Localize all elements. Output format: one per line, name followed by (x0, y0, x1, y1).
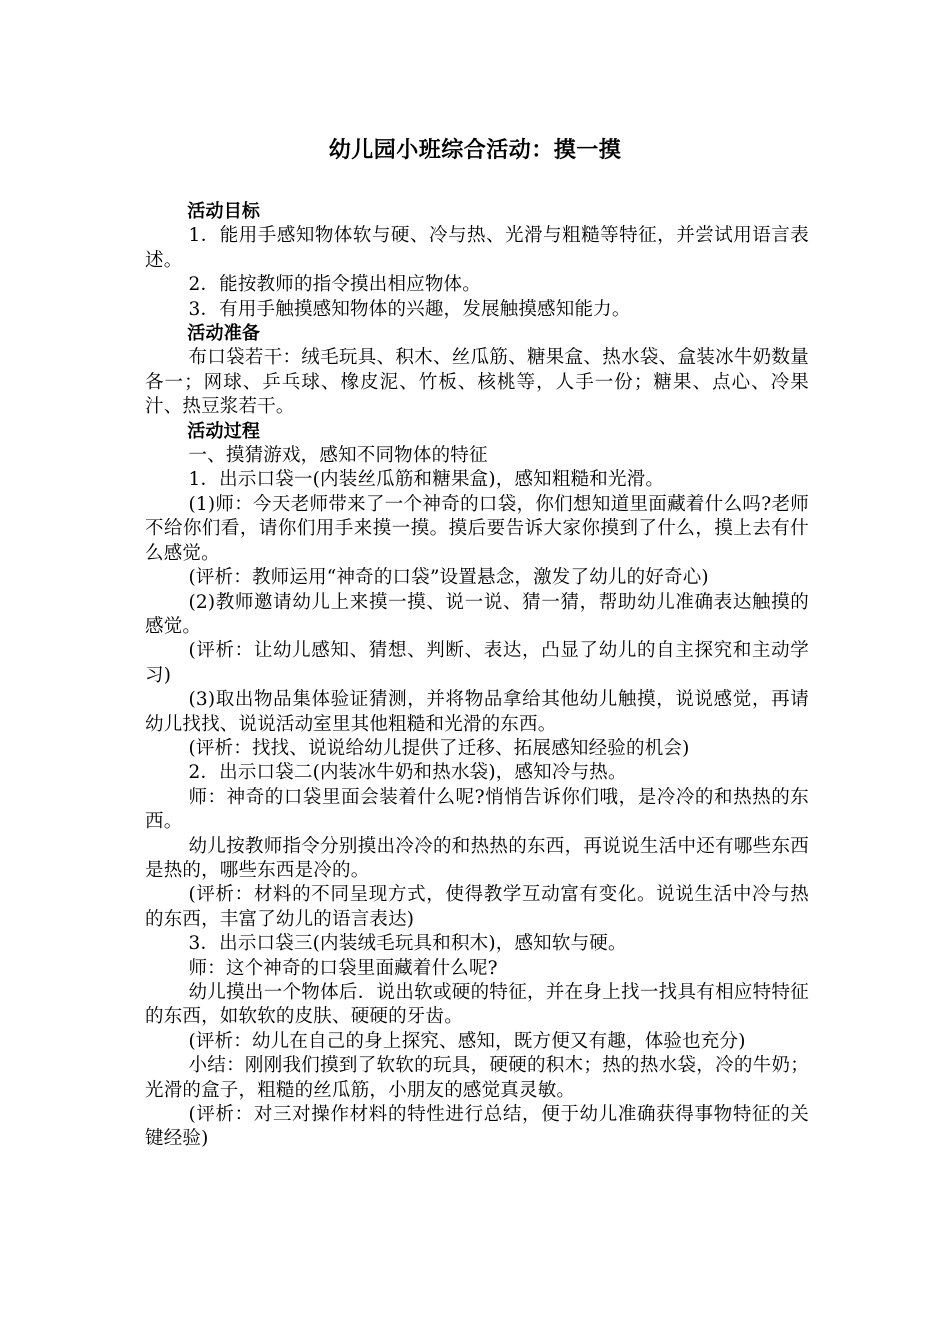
body-paragraph: 师：神奇的口袋里面会装着什么呢?悄悄告诉你们哦，是冷冷的和热热的东西。 (145, 786, 809, 833)
document-title: 幼儿园小班综合活动：摸一摸 (328, 138, 622, 163)
body-paragraph: 幼儿摸出一个物体后．说出软或硬的特征，并在身上找一找具有相应特特征的东西，如软软的皮肤、硬硬的牙齿。 (145, 982, 809, 1028)
body-paragraph: (评析：让幼儿感知、猜想、判断、表达，凸显了幼儿的自主探究和主动学习) (145, 640, 809, 686)
body-paragraph: 幼儿按教师指令分别摸出冷冷的和热热的东西，再说说生活中还有哪些东西是热的，哪些东西是冷的。 (145, 835, 809, 881)
body-paragraph: (1)师：今天老师带来了一个神奇的口袋，你们想知道里面藏着什么吗?老师不给你们看，请你们用手来摸一摸。摸后要告诉大家你摸到了什么，摸上去有什么感觉。 (145, 493, 809, 564)
body-paragraph: 师：这个神奇的口袋里面藏着什么呢? (188, 957, 498, 979)
body-paragraph: (评析：教师运用“神奇的口袋”设置悬念，激发了幼儿的好奇心) (188, 567, 709, 589)
body-paragraph: 2．出示口袋二(内装冰牛奶和热水袋)，感知冷与热。 (188, 762, 627, 784)
document-body (145, 200, 809, 1152)
body-paragraph: 2．能按教师的指令摸出相应物体。 (188, 274, 481, 296)
section-heading: 活动过程 (187, 420, 261, 442)
body-paragraph: 1．出示口袋一(内装丝瓜筋和糖果盒)，感知粗糙和光滑。 (188, 469, 665, 491)
body-paragraph: 3．出示口袋三(内装绒毛玩具和积木)，感知软与硬。 (188, 933, 627, 955)
section-heading: 活动目标 (187, 201, 261, 222)
body-paragraph: 布口袋若干：绒毛玩具、积木、丝瓜筋、糖果盒、热水袋、盒装冰牛奶数量各一；网球、乒乓球、橡皮泥、竹板、核桃等，人手一份；糖果、点心、冷果汁、热豆浆若干。 (145, 347, 809, 418)
body-paragraph: (评析：幼儿在自己的身上探究、感知，既方便又有趣，体验也充分) (188, 1030, 746, 1052)
body-paragraph: 3．有用手触摸感知物体的兴趣，发展触摸感知能力。 (188, 298, 631, 320)
body-paragraph: (评析：对三对操作材料的特性进行总结，便于幼儿准确获得事物特征的关键经验) (145, 1104, 809, 1150)
section-heading: 活动准备 (187, 323, 261, 345)
body-paragraph: (3)取出物品集体验证猜测，并将物品拿给其他幼儿触摸，说说感觉，再请幼儿找找、说说活动室里其他粗糙和光滑的东西。 (145, 689, 809, 735)
body-paragraph: (评析：材料的不同呈现方式，使得教学互动富有变化。说说生活中冷与热的东西，丰富了幼儿的语言表达) (145, 884, 809, 930)
body-paragraph: 1．能用手感知物体软与硬、冷与热、光滑与粗糙等特征，并尝试用语言表述。 (145, 225, 809, 271)
body-paragraph: 小结：刚刚我们摸到了软软的玩具，硬硬的积木；热的热水袋，冷的牛奶；光滑的盒子，粗糙的丝瓜筋，小朋友的感觉真灵敏。 (145, 1055, 809, 1101)
body-paragraph: 一、摸猜游戏，感知不同物体的特征 (188, 445, 488, 467)
body-paragraph: (2)教师邀请幼儿上来摸一摸、说一说、猜一猜，帮助幼儿准确表达触摸的感觉。 (145, 591, 809, 637)
body-paragraph: (评析：找找、说说给幼儿提供了迁移、拓展感知经验的机会) (188, 737, 690, 759)
